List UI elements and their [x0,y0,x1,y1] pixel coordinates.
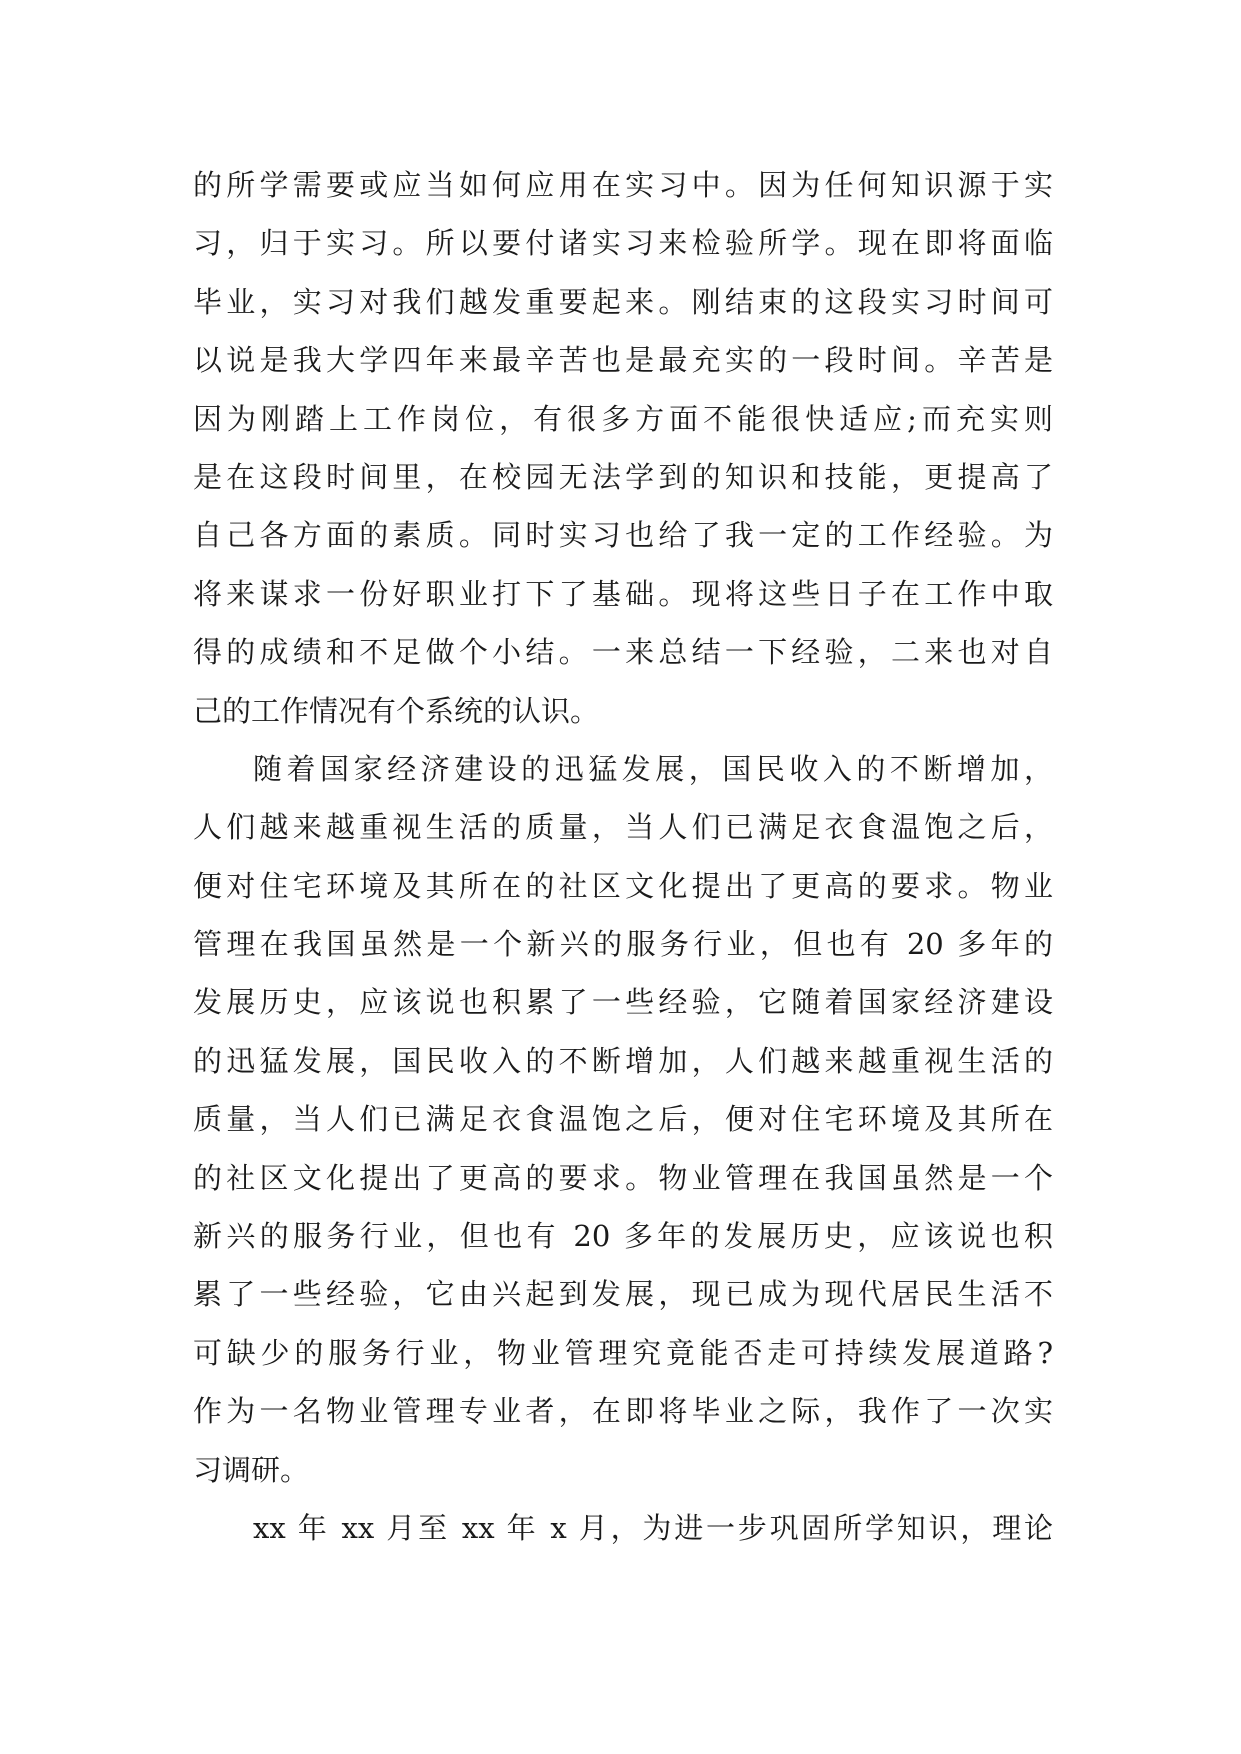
text-line: 的社区文化提出了更高的要求。物业管理在我国虽然是一个 [193,1160,1053,1195]
text-line: 己的工作情况有个系统的认识。 [193,693,600,728]
paragraph-1 [193,156,1053,740]
text-line: 随着国家经济建设的迅猛发展，国民收入的不断增加， [253,751,1053,786]
text-line: 管理在我国虽然是一个新兴的服务行业，但也有 20 多年的 [193,927,1053,962]
text-line: 将来谋求一份好职业打下了基础。现将这些日子在工作中取 [193,576,1053,611]
text-line: 毕业，实习对我们越发重要起来。刚结束的这段实习时间可 [193,284,1053,319]
text-line: 可缺少的服务行业，物业管理究竟能否走可持续发展道路? [193,1335,1053,1370]
text-line: 作为一名物业管理专业者，在即将毕业之际，我作了一次实 [193,1394,1053,1429]
text-line: 新兴的服务行业，但也有 20 多年的发展历史，应该说也积 [193,1219,1053,1254]
text-line: 习调研。 [193,1452,310,1487]
text-line: 因为刚踏上工作岗位，有很多方面不能很快适应;而充实则 [193,401,1053,436]
text-line: 自己各方面的素质。同时实习也给了我一定的工作经验。为 [193,518,1053,553]
text-line: 发展历史，应该说也积累了一些经验，它随着国家经济建设 [193,985,1053,1020]
paragraph-2 [193,740,1053,1499]
text-line: 习，归于实习。所以要付诸实习来检验所学。现在即将面临 [193,226,1053,261]
text-line: 的所学需要或应当如何应用在实习中。因为任何知识源于实 [193,168,1053,202]
text-line: 的迅猛发展，国民收入的不断增加，人们越来越重视生活的 [193,1043,1053,1078]
text-line: 质量，当人们已满足衣食温饱之后，便对住宅环境及其所在 [193,1102,1053,1137]
document-body [193,156,1053,1557]
paragraph-3 [193,1499,1053,1557]
text-line: 人们越来越重视生活的质量，当人们已满足衣食温饱之后， [193,810,1053,845]
text-line: 累了一些经验，它由兴起到发展，现已成为现代居民生活不 [193,1277,1053,1312]
text-line: xx 年 xx 月至 xx 年 x 月，为进一步巩固所学知识，理论 [253,1510,1053,1545]
text-line: 得的成绩和不足做个小结。一来总结一下经验，二来也对自 [193,635,1053,670]
text-line: 以说是我大学四年来最辛苦也是最充实的一段时间。辛苦是 [193,343,1053,378]
text-line: 便对住宅环境及其所在的社区文化提出了更高的要求。物业 [193,868,1053,903]
text-line: 是在这段时间里，在校园无法学到的知识和技能，更提高了 [193,459,1053,494]
